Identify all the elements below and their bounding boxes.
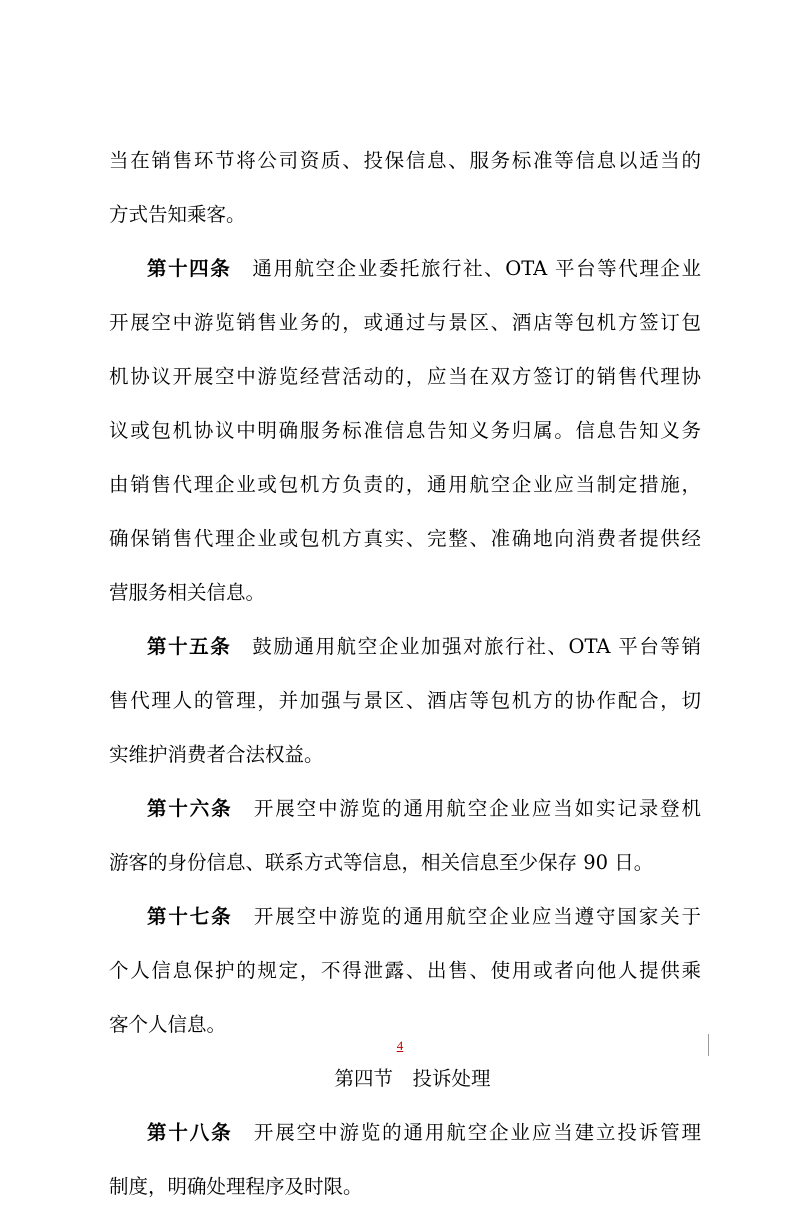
paragraph-line: 制度，明确处理程序及时限。 xyxy=(109,1175,363,1198)
paragraph-line: 实维护消费者合法权益。 xyxy=(109,743,324,766)
article-text: 通用航空企业委托旅行社、OTA 平台等代理企业 xyxy=(252,257,701,280)
article-18-first-line xyxy=(109,1106,701,1160)
paragraph-line: 由销售代理企业或包机方负责的，通用航空企业应当制定措施， xyxy=(109,473,701,496)
paragraph-line: 确保销售代理企业或包机方真实、完整、准确地向消费者提供经 xyxy=(109,527,701,550)
article-text: 开展空中游览的通用航空企业应当遵守国家关于 xyxy=(253,905,701,928)
paragraph-line: 方式告知乘客。 xyxy=(109,203,246,226)
paragraph-line: 开展空中游览销售业务的，或通过与景区、酒店等包机方签订包 xyxy=(109,311,701,334)
paragraph-line: 个人信息保护的规定，不得泄露、出售、使用或者向他人提供乘 xyxy=(109,959,701,982)
article-text: 开展空中游览的通用航空企业应当如实记录登机 xyxy=(253,797,701,820)
article-heading: 第十七条 xyxy=(147,905,233,928)
paragraph-line: 机协议开展空中游览经营活动的，应当在双方签订的销售代理协 xyxy=(109,365,701,388)
paragraph-line: 客个人信息。 xyxy=(109,1013,227,1036)
paragraph-line: 游客的身份信息、联系方式等信息，相关信息至少保存 90 日。 xyxy=(109,851,654,874)
paragraph-line: 售代理人的管理，并加强与景区、酒店等包机方的协作配合，切 xyxy=(109,689,701,712)
paragraph-line: 当在销售环节将公司资质、投保信息、服务标准等信息以适当的 xyxy=(109,149,701,172)
article-text: 开展空中游览的通用航空企业应当建立投诉管理 xyxy=(253,1121,701,1144)
article-heading: 第十八条 xyxy=(147,1121,233,1144)
section-heading: 第四节 投诉处理 xyxy=(334,1067,491,1090)
article-14-first-line xyxy=(109,242,701,296)
article-16-first-line xyxy=(109,782,701,836)
article-heading: 第十六条 xyxy=(147,797,233,820)
paragraph-line: 议或包机协议中明确服务标准信息告知义务归属。信息告知义务 xyxy=(109,419,701,442)
article-17-first-line xyxy=(109,890,701,944)
margin-mark xyxy=(708,1034,709,1056)
article-heading: 第十四条 xyxy=(147,257,232,280)
page-number: 4 xyxy=(396,1038,404,1053)
article-heading: 第十五条 xyxy=(147,635,232,658)
paragraph-line: 营服务相关信息。 xyxy=(109,581,266,604)
article-15-first-line xyxy=(109,620,701,674)
article-text: 鼓励通用航空企业加强对旅行社、OTA 平台等销 xyxy=(252,635,701,658)
